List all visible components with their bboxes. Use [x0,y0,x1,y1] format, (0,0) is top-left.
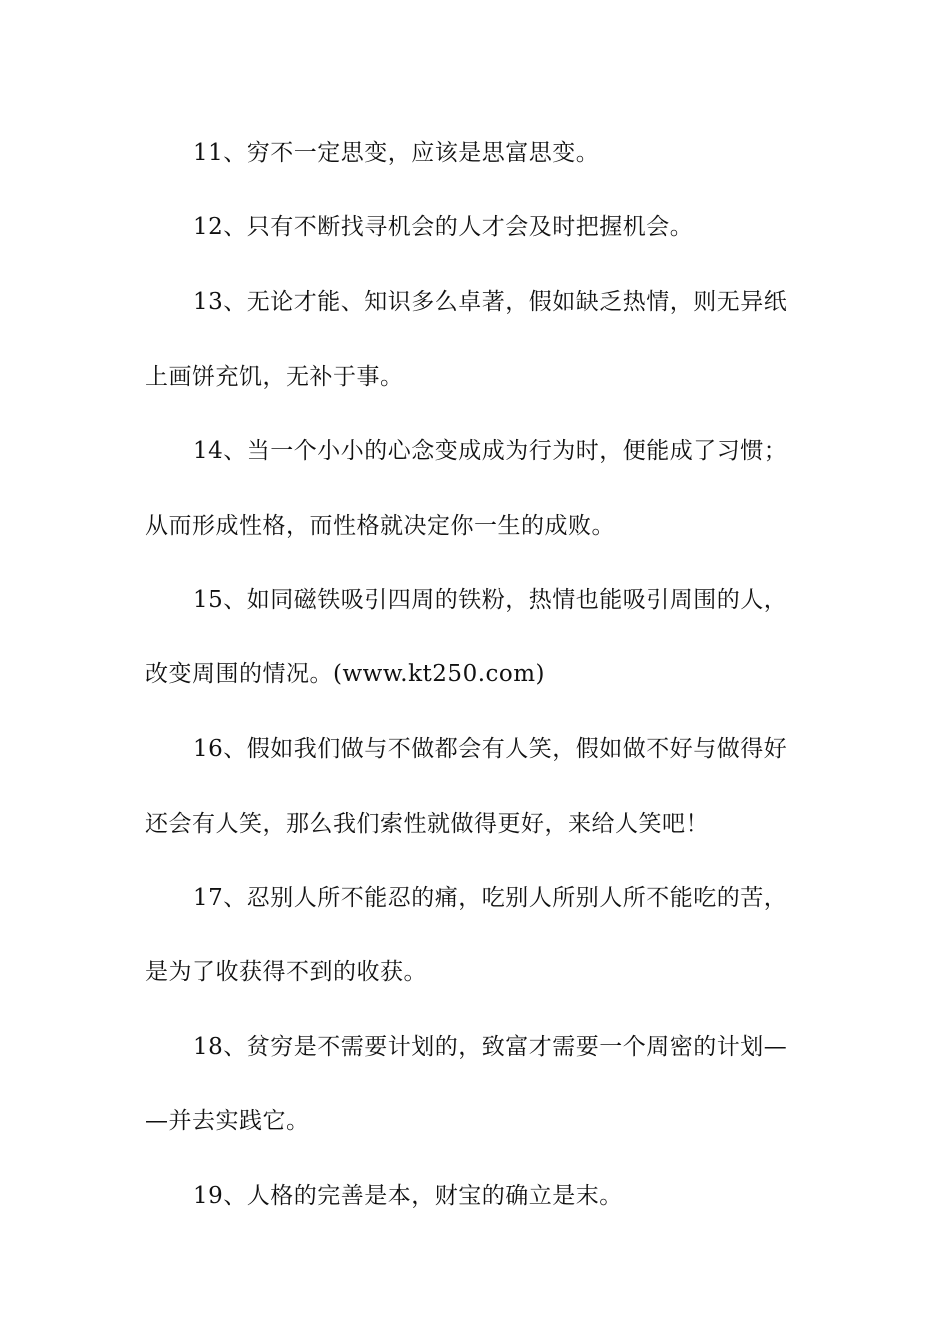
paragraph-14-line-1: 14、当一个小小的心念变成成为行为时，便能成了习惯； [193,438,788,464]
paragraph-16-line-1: 16、假如我们做与不做都会有人笑，假如做不好与做得好 [193,736,788,762]
paragraph-13-line-2: 上画饼充饥，无补于事。 [145,364,404,390]
paragraph-16-line-2: 还会有人笑，那么我们索性就做得更好，来给人笑吧！ [145,811,709,837]
paragraph-18-line-1: 18、贫穷是不需要计划的，致富才需要一个周密的计划— [193,1034,788,1060]
paragraph-18-line-2: —并去实践它。 [145,1108,310,1134]
paragraph-13-line-1: 13、无论才能、知识多么卓著，假如缺乏热情，则无异纸 [193,289,788,315]
paragraph-17-line-2: 是为了收获得不到的收获。 [145,959,427,985]
paragraph-12-line-1: 12、只有不断找寻机会的人才会及时把握机会。 [193,214,694,240]
paragraph-17-line-1: 17、忍别人所不能忍的痛，吃别人所别人所不能吃的苦， [193,885,788,911]
paragraph-19-line-1: 19、人格的完善是本，财宝的确立是末。 [193,1183,623,1209]
paragraph-11-line-1: 11、穷不一定思变，应该是思富思变。 [193,140,600,166]
paragraph-15-line-2: 改变周围的情况。(www.kt250.com) [145,661,546,687]
paragraph-15-line-1: 15、如同磁铁吸引四周的铁粉，热情也能吸引周围的人， [193,587,788,613]
paragraph-14-line-2: 从而形成性格，而性格就决定你一生的成败。 [145,513,615,539]
